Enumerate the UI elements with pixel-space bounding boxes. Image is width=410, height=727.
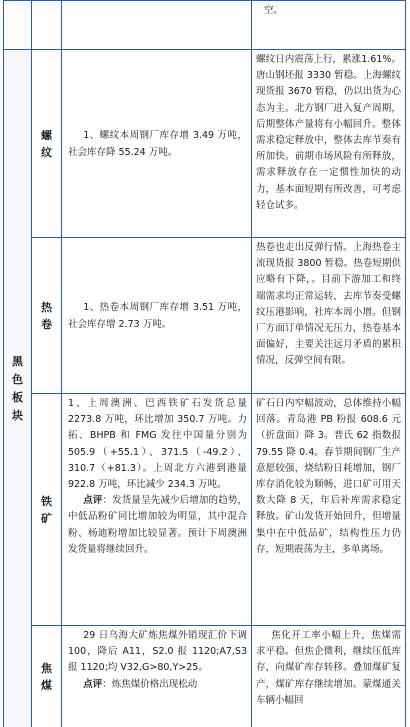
supply-cell-hrc (62, 238, 252, 394)
report-table (3, 0, 406, 727)
comment-cell-top (252, 1, 406, 50)
coke-note-text: ：炼焦煤价格出现松动 (102, 678, 198, 690)
comment-cell-iron (252, 394, 406, 626)
supply-cell-coke (62, 626, 252, 727)
sector-char: 色 (12, 372, 23, 386)
sector-char: 板 (12, 390, 23, 404)
sector-char: 块 (12, 408, 23, 422)
product-char: 焦 (41, 661, 52, 675)
iron-note (68, 493, 247, 558)
coke-note-label: 点评 (83, 678, 103, 690)
comment-cell-coke (252, 626, 406, 727)
product-label-rebar (32, 50, 62, 238)
iron-comment-text: 矿石日内窄幅波动，总体维持小幅回落。青岛港 PB 粉报 608.6 元（折盘面）降 3。普氏 62 指数报 79.55 降 0.4。春节期间钢厂生产意愿较强，烧结粉日耗增加，钢厂库存消化较为顺畅，进口矿可用天数大降 8 天，年后补库需求稳定释放。矿山发货开始回升，但增量集中在中低品矿，结构性压力仍存，短期震荡为主，多单离场。 (256, 398, 401, 555)
product-char: 纹 (41, 145, 52, 159)
table-row (4, 1, 406, 50)
product-label-coke (32, 626, 62, 727)
supply-cell-top (62, 1, 252, 50)
product-char: 卷 (41, 317, 52, 331)
iron-note-text: ：发货量呈先减少后增加的趋势，中低品粉矿同比增加较为明显，其中混合粉、杨迪粉增加比较显著。预计下周澳洲发货量将继续回升。 (68, 495, 247, 555)
table-row (4, 238, 406, 394)
product-label-hrc (32, 238, 62, 394)
table-row (4, 626, 406, 727)
product-char: 矿 (41, 511, 52, 525)
rebar-supply-text: 1、螺纹本周钢厂库存增 3.49 万吨，社会库存降 55.24 万吨。 (68, 130, 247, 158)
hrc-supply-text: 1、热卷本周钢厂库存增 3.51 万吨，社会库存增 2.73 万吨。 (68, 302, 247, 330)
comment-cell-rebar (252, 50, 406, 238)
product-char: 螺 (41, 128, 52, 142)
coke-supply-text: 29 日乌海大矿炼焦煤外销现汇价下调 100，降后 A11，S2.0 报 1120;A7,S3 报 1120;均 V32,G>80,Y>25。 (68, 630, 247, 674)
supply-cell-iron (62, 394, 252, 626)
supply-cell-rebar (62, 50, 252, 238)
coke-comment-text: 焦化开工率小幅上升，焦煤需求平稳。但焦企微利，继续压低库存，向煤矿库存转移。叠加煤矿复产，煤矿库存继续增加。蒙煤通关车辆小幅回 (256, 630, 401, 706)
product-char: 铁 (41, 494, 52, 508)
rebar-comment-text: 螺纹日内震荡上行，累涨1.61%。唐山钢坯报 3330 暂稳。上海螺纹现货报 3670 暂稳，仍以出货为心态为主。北方钢厂进入复产周期，后期整体产量将有小幅回升。整体需求稳定释放中，整体去库节奏有所加快。前期市场风险有所释放，需求释放存在一定惯性加快的动力，基本面短期有所改善，可考虑轻仓试多。 (256, 54, 401, 211)
sector-label-cell (4, 50, 32, 727)
coke-note (68, 677, 247, 693)
iron-note-label: 点评 (83, 495, 103, 507)
table-row (4, 50, 406, 238)
top-comment-text: 空。 (264, 5, 284, 16)
product-label-iron (32, 394, 62, 626)
comment-cell-hrc (252, 238, 406, 394)
product-char: 热 (41, 300, 52, 314)
hrc-comment-text: 热卷也走出反弹行情。上海热卷主流现货报 3800 暂稳。热卷短期供应略有下降，。目前下游加工和终端需求均正常运转，去库节奏受螺纹压港影响，社库本周小增。但钢厂方面订单情况无压力，热卷基本面偏好，主要关注远月矛盾的累积情况，反弹空间有限。 (256, 242, 401, 367)
sector-char: 黑 (12, 354, 23, 368)
product-cell-top (32, 1, 62, 50)
sector-cell-top (4, 1, 32, 50)
product-char: 煤 (41, 678, 52, 692)
table-row (4, 394, 406, 626)
iron-supply-text: 1、上周澳洲、巴西铁矿石发货总量 2273.8 万吨，环比增加 350.7 万吨。力拓、BHPB 和 FMG 发往中国量分别为 505.9（+55.1）、371.5（-49.2）、310.7（+81.3）。上周北方六港到港量 922.8 万吨，环比减少 234.3 万吨。 (68, 398, 247, 491)
